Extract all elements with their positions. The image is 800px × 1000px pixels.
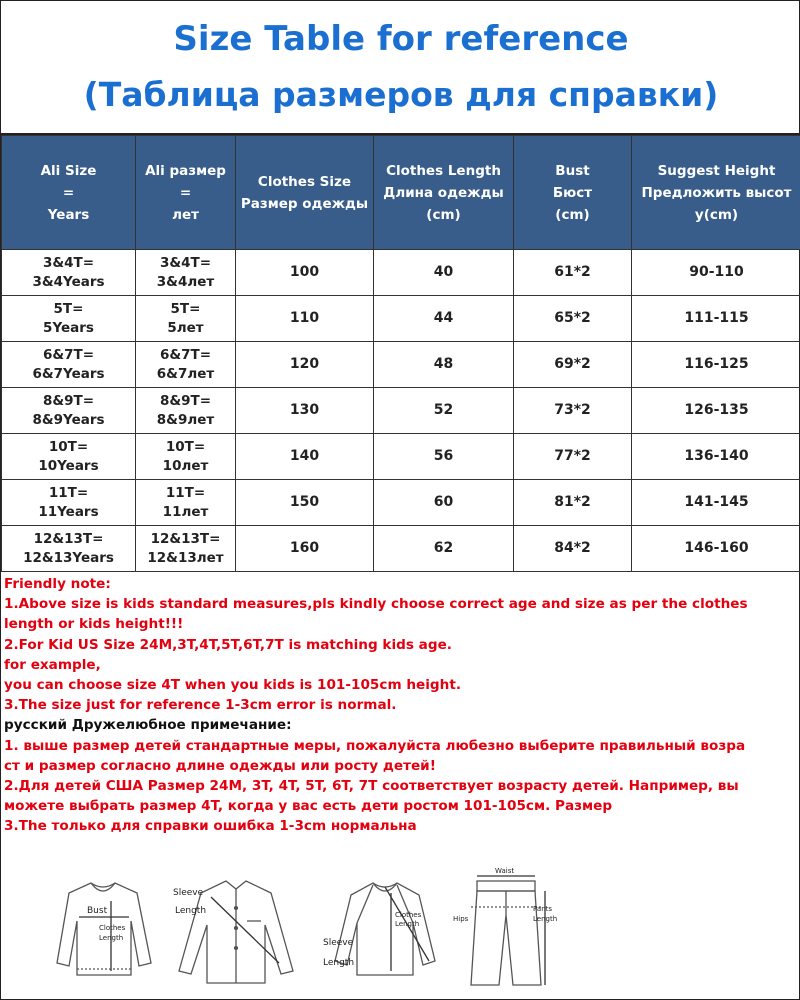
cell-bust: 77*2 <box>514 434 632 480</box>
label-pants-length: Length <box>533 915 558 923</box>
cell-ali-size: 8&9T= 8&9Years <box>2 388 136 434</box>
note-line: 1. выше размер детей стандартные меры, пожалуйста любезно выберите правильный возра <box>4 737 746 754</box>
cell-ali-size: 5T= 5Years <box>2 296 136 342</box>
measurement-diagram <box>51 863 576 997</box>
label-shirt-length: Length <box>175 906 207 916</box>
cell-ali-razmer: 6&7T= 6&7лет <box>136 342 236 388</box>
cell-clothes-length: 40 <box>374 250 514 296</box>
cell-suggest-height: 146-160 <box>632 526 800 572</box>
cell-clothes-size: 120 <box>236 342 374 388</box>
cell-suggest-height: 136-140 <box>632 434 800 480</box>
label-hips: Hips <box>453 915 469 923</box>
table-row <box>2 342 800 388</box>
friendly-notes <box>4 574 799 836</box>
cell-ali-razmer: 3&4T= 3&4лет <box>136 250 236 296</box>
cell-clothes-size: 110 <box>236 296 374 342</box>
label-waist: Waist <box>495 867 515 875</box>
header-ali-size: Ali Size = Years <box>2 136 136 250</box>
measurement-illustration <box>51 863 576 997</box>
size-table <box>1 135 800 572</box>
cell-clothes-length: 60 <box>374 480 514 526</box>
cell-clothes-length: 62 <box>374 526 514 572</box>
table-row <box>2 526 800 572</box>
cell-clothes-length: 48 <box>374 342 514 388</box>
label-raglan-sleeve-length: Length <box>323 958 355 968</box>
cell-suggest-height: 126-135 <box>632 388 800 434</box>
table-row <box>2 480 800 526</box>
note-line: for example, <box>4 656 101 673</box>
note-line: you can choose size 4T when you kids is 101-105cm height. <box>4 676 461 693</box>
cell-ali-size: 12&13T= 12&13Years <box>2 526 136 572</box>
cell-ali-size: 6&7T= 6&7Years <box>2 342 136 388</box>
header-clothes-length: Clothes Length Длина одежды (cm) <box>374 136 514 250</box>
cell-clothes-size: 140 <box>236 434 374 480</box>
note-line: 3.The size just for reference 1-3cm error is normal. <box>4 697 397 714</box>
note-line: можете выбрать размер 4T, когда у вас есть дети ростом 101-105см. Размер <box>4 798 613 815</box>
note-line: ст и размер согласно длине одежды или росту детей! <box>4 757 436 774</box>
label-shirt-sleeve: Sleeve <box>173 888 204 898</box>
header-clothes-size: Clothes Size Размер одежды <box>236 136 374 250</box>
label-sweater-clothes: Clothes <box>99 924 126 932</box>
cell-clothes-size: 150 <box>236 480 374 526</box>
cell-ali-razmer: 5T= 5лет <box>136 296 236 342</box>
label-raglan-length: Length <box>395 920 420 928</box>
cell-bust: 61*2 <box>514 250 632 296</box>
label-bust: Bust <box>87 906 108 916</box>
label-raglan-clothes: Clothes <box>395 911 422 919</box>
header-ali-razmer: Ali размер = лет <box>136 136 236 250</box>
cell-suggest-height: 90-110 <box>632 250 800 296</box>
table-row <box>2 250 800 296</box>
table-row <box>2 296 800 342</box>
cell-clothes-size: 130 <box>236 388 374 434</box>
label-raglan-sleeve: Sleeve <box>323 938 354 948</box>
cell-ali-razmer: 12&13T= 12&13лет <box>136 526 236 572</box>
title-block <box>1 1 800 135</box>
cell-suggest-height: 116-125 <box>632 342 800 388</box>
cell-ali-size: 11T= 11Years <box>2 480 136 526</box>
cell-ali-razmer: 11T= 11лет <box>136 480 236 526</box>
cell-clothes-length: 52 <box>374 388 514 434</box>
cell-suggest-height: 141-145 <box>632 480 800 526</box>
cell-bust: 73*2 <box>514 388 632 434</box>
title-russian: (Таблица размеров для справки) <box>83 75 719 114</box>
cell-ali-razmer: 8&9T= 8&9лет <box>136 388 236 434</box>
note-line: length or kids height!!! <box>4 616 184 633</box>
cell-clothes-size: 160 <box>236 526 374 572</box>
title-english: Size Table for reference <box>173 19 629 59</box>
cell-ali-size: 3&4T= 3&4Years <box>2 250 136 296</box>
cell-ali-size: 10T= 10Years <box>2 434 136 480</box>
cell-clothes-length: 56 <box>374 434 514 480</box>
note-line: 2.For Kid US Size 24M,3T,4T,5T,6T,7T is matching kids age. <box>4 636 452 653</box>
cell-bust: 81*2 <box>514 480 632 526</box>
label-pants: Pants <box>533 905 553 913</box>
cell-clothes-length: 44 <box>374 296 514 342</box>
note-line: 1.Above size is kids standard measures,pls kindly choose correct age and size as per the clothes <box>4 596 748 613</box>
cell-bust: 69*2 <box>514 342 632 388</box>
table-header-row <box>2 136 800 250</box>
cell-suggest-height: 111-115 <box>632 296 800 342</box>
note-line: 2.Для детей США Размер 24M, 3T, 4T, 5T, 6T, 7T соответствует возрасту детей. Например, вы <box>4 777 739 794</box>
note-line: Friendly note: <box>4 576 111 592</box>
header-bust: Bust Бюст (cm) <box>514 136 632 250</box>
note-line: русский Дружелюбное примечание: <box>4 717 292 734</box>
cell-bust: 84*2 <box>514 526 632 572</box>
note-line: 3.The только для справки ошибка 1-3cm нормальна <box>4 818 417 835</box>
table-row <box>2 434 800 480</box>
header-suggest-height: Suggest Height Предложить высот у(cm) <box>632 136 800 250</box>
cell-bust: 65*2 <box>514 296 632 342</box>
label-sweater-length: Length <box>99 934 124 942</box>
cell-clothes-size: 100 <box>236 250 374 296</box>
cell-ali-razmer: 10T= 10лет <box>136 434 236 480</box>
table-row <box>2 388 800 434</box>
